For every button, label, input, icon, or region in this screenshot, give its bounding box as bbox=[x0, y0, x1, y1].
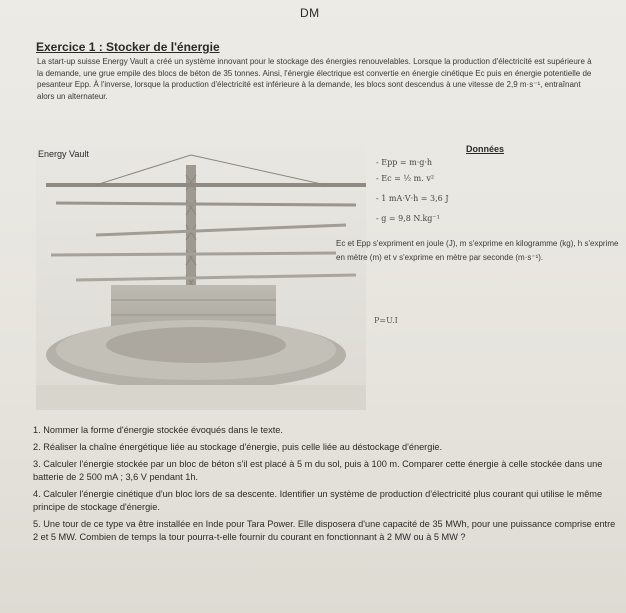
crane-tower-illustration bbox=[36, 145, 366, 410]
questions-list bbox=[33, 424, 618, 548]
question-4: 4. Calculer l'énergie cinétique d'un bloc lors de sa descente. Identifier un système de production d'électricité plus courant qui utilise le même principe de stockage d'énergie. bbox=[33, 489, 603, 512]
formula-energy-conversion: - 1 mA·V·h = 3,6 J bbox=[376, 194, 449, 203]
units-text: Ec et Epp s'expriment en joule (J), m s'exprime en kilogramme (kg), h s'exprime en mètre (m) et v s'exprime en mètre par seconde (m·s⁻¹). bbox=[336, 239, 619, 262]
exercise-title: Exercice 1 : Stocker de l'énergie bbox=[36, 40, 220, 54]
question-1: 1. Nommer la forme d'énergie stockée évoqués dans le texte. bbox=[33, 425, 283, 435]
formula-ec: - Ec = ½ m. v² bbox=[376, 174, 435, 183]
donnees-title: Données bbox=[466, 144, 505, 154]
power-formula: P=U.I bbox=[374, 316, 398, 325]
formula-g: - g = 9,8 N.kg⁻¹ bbox=[376, 214, 440, 223]
question-5: 5. Une tour de ce type va être installée en Inde pour Tara Power. Elle disposera d'une capacité de 35 MWh, pour une puissance comprise entre 2 et 5 MW. Combien de temps la tour pourra-t-elle fournir du courant en fonctionnant à 2 MW ou à 5 MW ? bbox=[33, 519, 616, 542]
energy-vault-figure bbox=[36, 145, 366, 410]
question-3: 3. Calculer l'énergie stockée par un bloc de béton s'il est placé à 5 m du sol, puis à 100 m. Comparer cette énergie à celle stockée dans une batterie de 2 500 mA ; 3,6 V pendant 1h. bbox=[33, 459, 603, 482]
question-2: 2. Réaliser la chaîne énergétique liée au stockage d'énergie, puis celle liée au déstockage d'énergie. bbox=[33, 442, 443, 452]
header-label: DM bbox=[300, 6, 320, 20]
formula-epp: - Epp = m·g·h bbox=[376, 158, 433, 167]
figure-caption: Energy Vault bbox=[38, 149, 89, 159]
exercise-intro: La start-up suisse Energy Vault a créé un système innovant pour le stockage des énergies renouvelables. Lorsque la production d'électricité est supérieure à la demande, une grue empile des blocs de béton de 35 tonnes. Ainsi, l'énergie électrique est convertie en énergie cinétique Ec puis en énergie potentielle de pesanteur Epp. À l'inverse, lorsque la production d'électricité est inférieure à la demande, les blocs sont descendus à une vitesse de 2,9 m·s⁻¹, entraînant alors un alternateur. bbox=[37, 57, 592, 101]
